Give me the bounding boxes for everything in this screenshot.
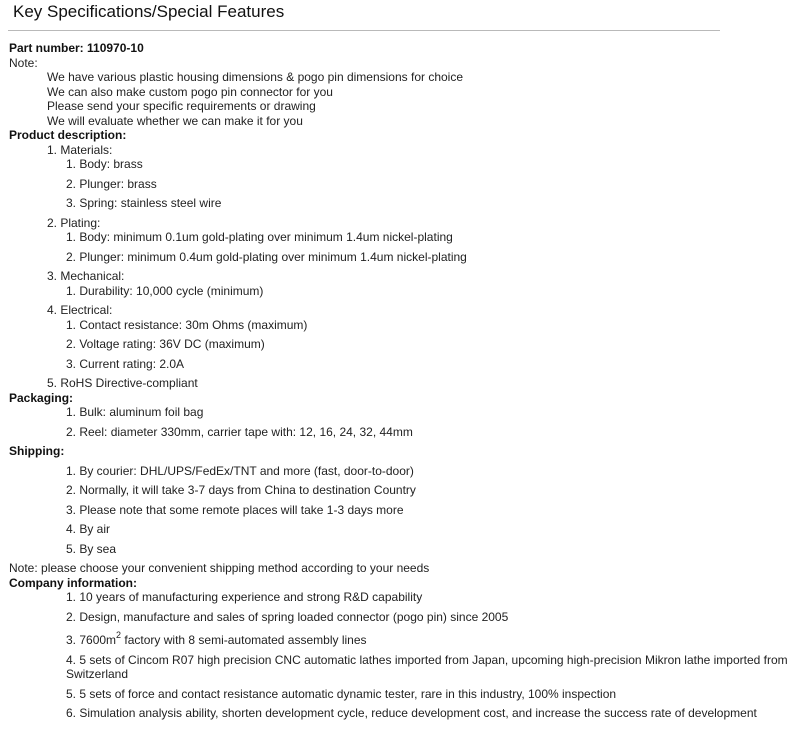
title-divider xyxy=(8,30,720,31)
company-item: 4. 5 sets of Cincom R07 high precision CNC automatic lathes imported from Japan, upcoming high-precision Mikron lathe imported from Switzerland xyxy=(66,652,788,681)
materials-item: 1. Body: brass xyxy=(66,157,143,171)
note-line: We will evaluate whether we can make it for you xyxy=(47,113,303,128)
packaging-heading: Packaging: xyxy=(9,390,74,405)
factory-text: 3. 7600m xyxy=(66,633,117,647)
company-item: 1. 10 years of manufacturing experience and strong R&D capability xyxy=(66,590,423,604)
spec-content xyxy=(9,41,789,721)
product-description-heading: Product description: xyxy=(9,128,127,142)
mechanical-item: 1. Durability: 10,000 cycle (minimum) xyxy=(66,283,264,298)
mechanical-label: 3. Mechanical: xyxy=(47,269,125,283)
shipping-item: 4. By air xyxy=(66,522,111,536)
note-label: Note: xyxy=(9,55,38,70)
shipping-item: 5. By sea xyxy=(66,541,117,556)
rohs-item: 5. RoHS Directive-compliant xyxy=(47,376,198,390)
materials-item: 3. Spring: stainless steel wire xyxy=(66,196,222,210)
part-number: Part number: 110970-10 xyxy=(9,41,144,55)
plating-item: 1. Body: minimum 0.1um gold-plating over minimum 1.4um nickel-plating xyxy=(66,230,453,244)
shipping-item: 1. By courier: DHL/UPS/FedEx/TNT and more (fast, door-to-door) xyxy=(66,463,414,478)
company-heading: Company information: xyxy=(9,575,137,590)
shipping-item: 3. Please note that some remote places will take 1-3 days more xyxy=(66,502,404,517)
company-item: 6. Simulation analysis ability, shorten development cycle, reduce development cost, and increase the success rate of development xyxy=(66,706,757,720)
electrical-item: 2. Voltage rating: 36V DC (maximum) xyxy=(66,337,265,351)
electrical-item: 1. Contact resistance: 30m Ohms (maximum) xyxy=(66,317,308,332)
electrical-item: 3. Current rating: 2.0A xyxy=(66,356,185,371)
section-title: Key Specifications/Special Features xyxy=(13,2,285,21)
note-line: Please send your specific requirements or drawing xyxy=(47,99,316,113)
materials-label: 1. Materials: xyxy=(47,142,113,157)
plating-label: 2. Plating: xyxy=(47,215,101,230)
shipping-note: Note: please choose your convenient shipping method according to your needs xyxy=(9,561,430,575)
company-item-factory xyxy=(9,630,789,648)
company-item: 5. 5 sets of force and contact resistance automatic dynamic tester, rare in this industry, 100% inspection xyxy=(66,686,617,701)
packaging-item: 2. Reel: diameter 330mm, carrier tape with: 12, 16, 24, 32, 44mm xyxy=(66,424,413,439)
factory-text: factory with 8 semi-automated assembly lines xyxy=(121,633,367,647)
electrical-label: 4. Electrical: xyxy=(47,303,113,317)
packaging-item: 1. Bulk: aluminum foil bag xyxy=(66,405,204,419)
superscript: 2 xyxy=(116,630,122,640)
note-line: We can also make custom pogo pin connector for you xyxy=(47,84,333,99)
plating-item: 2. Plunger: minimum 0.4um gold-plating over minimum 1.4um nickel-plating xyxy=(66,249,467,264)
company-item: 2. Design, manufacture and sales of spring loaded connector (pogo pin) since 2005 xyxy=(66,609,509,624)
materials-item: 2. Plunger: brass xyxy=(66,176,157,191)
shipping-item: 2. Normally, it will take 3-7 days from China to destination Country xyxy=(66,483,416,497)
note-line: We have various plastic housing dimensions & pogo pin dimensions for choice xyxy=(47,70,464,84)
shipping-heading: Shipping: xyxy=(9,444,65,458)
